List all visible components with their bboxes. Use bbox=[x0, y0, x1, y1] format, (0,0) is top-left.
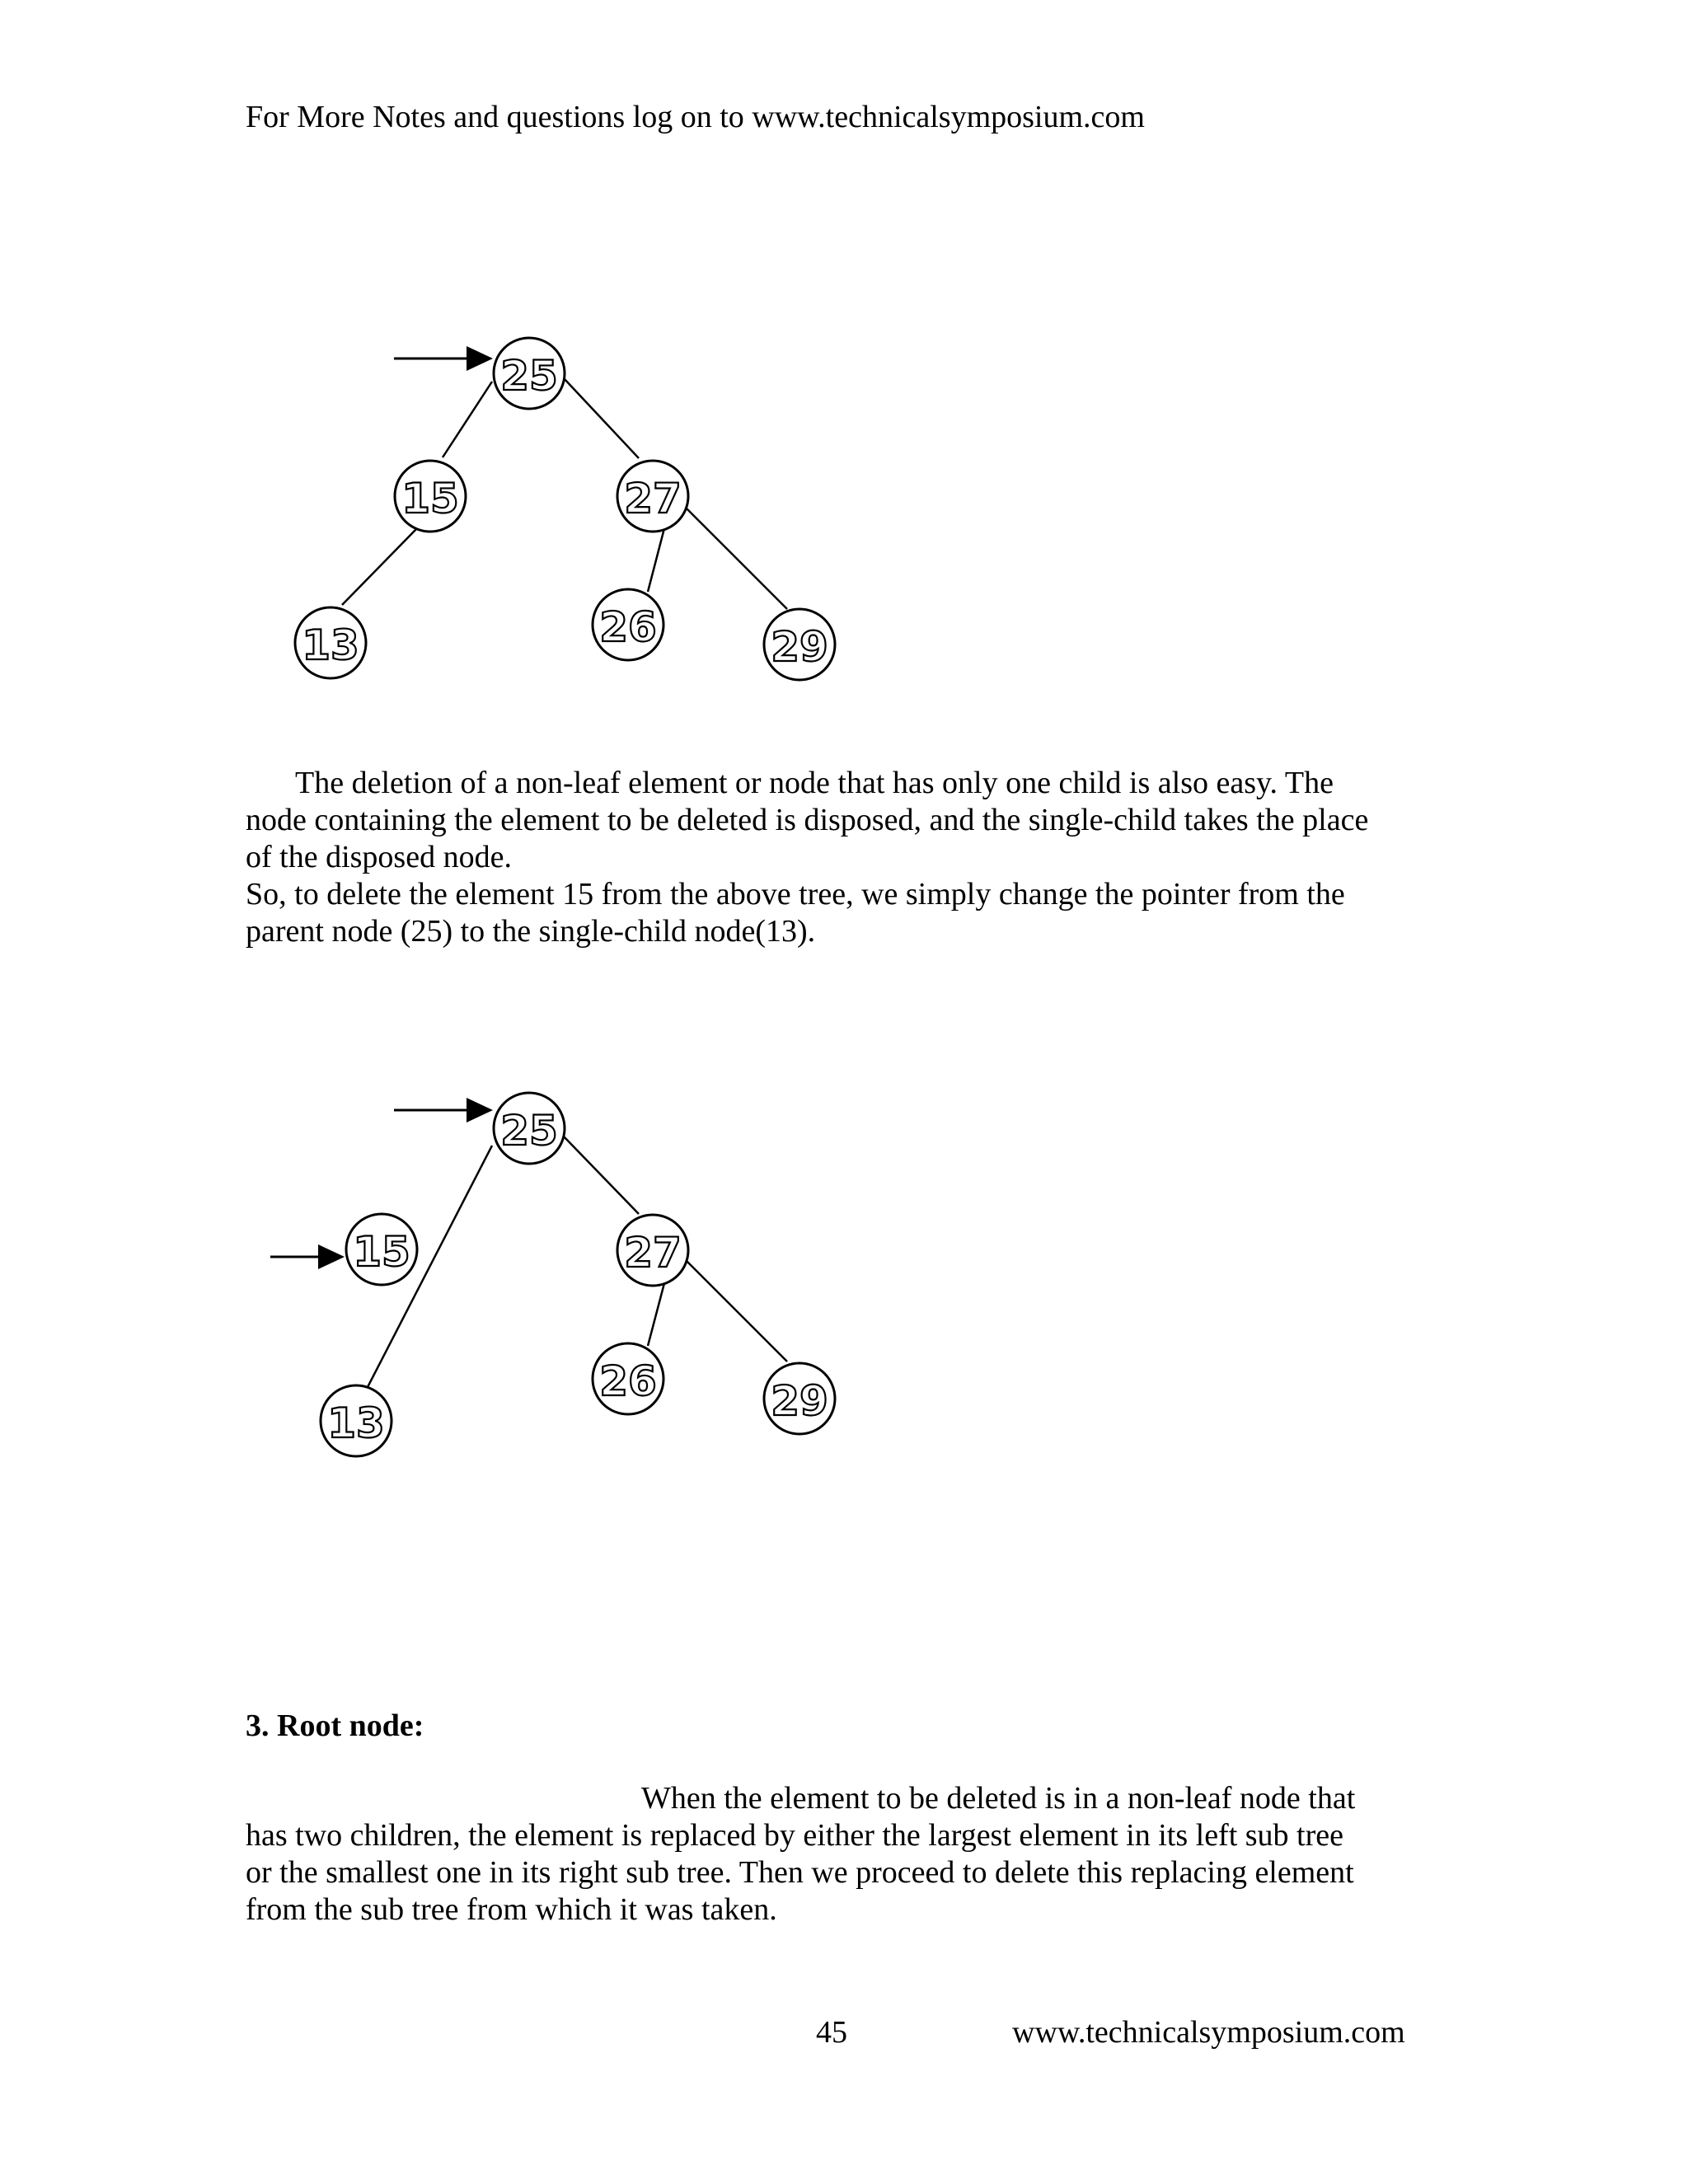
edge-25-27 bbox=[564, 1137, 639, 1214]
node-label: 26 bbox=[599, 1357, 657, 1405]
footer-site-url: www.technicalsymposium.com bbox=[1012, 2015, 1405, 2050]
tree2-node-13 bbox=[321, 1385, 392, 1456]
tree2-edges bbox=[367, 1137, 787, 1389]
node-label: 27 bbox=[624, 1229, 682, 1277]
paragraph-line: has two children, the element is replaced by either the largest element in its left sub tree bbox=[246, 1818, 1344, 1853]
tree2-node-26 bbox=[593, 1343, 663, 1414]
deletion-one-child-paragraph bbox=[246, 765, 1432, 950]
node-label: 29 bbox=[771, 1377, 828, 1425]
edge-27-26 bbox=[648, 1283, 664, 1346]
tree2-node-27 bbox=[617, 1215, 688, 1286]
paragraph-line: node containing the element to be deleted is disposed, and the single-child takes the place bbox=[246, 803, 1369, 837]
node-label: 13 bbox=[327, 1399, 385, 1447]
paragraph-line: or the smallest one in its right sub tree. Then we proceed to delete this replacing element bbox=[246, 1855, 1354, 1890]
root-node-paragraph bbox=[246, 1780, 1432, 1929]
tree1-node-26 bbox=[593, 589, 663, 660]
section-heading: 3. Root node: bbox=[246, 1708, 424, 1743]
tree1-node-15 bbox=[395, 461, 466, 532]
node-label: 25 bbox=[500, 1107, 558, 1155]
edge-27-29 bbox=[687, 1261, 787, 1361]
page-header: For More Notes and questions log on to www.technicalsymposium.com bbox=[246, 100, 1145, 134]
page-number: 45 bbox=[816, 2015, 847, 2050]
node-label: 29 bbox=[771, 623, 828, 671]
paragraph-line: So, to delete the element 15 from the above tree, we simply change the pointer from the bbox=[246, 877, 1345, 912]
tree2-node-15 bbox=[346, 1214, 417, 1285]
tree1-node-13 bbox=[295, 607, 366, 678]
tree2-root-pointer-arrow bbox=[394, 1098, 493, 1122]
tree1-node-29 bbox=[764, 609, 835, 680]
tree2-deleted-node-pointer-arrow bbox=[270, 1244, 345, 1269]
edge-25-27 bbox=[564, 378, 639, 458]
paragraph-line: parent node (25) to the single-child node(13). bbox=[246, 914, 816, 949]
tree2-node-25 bbox=[494, 1093, 565, 1164]
node-label: 13 bbox=[302, 621, 359, 669]
edge-15-13 bbox=[342, 529, 416, 605]
edge-27-26 bbox=[648, 528, 664, 592]
edge-25-15 bbox=[443, 382, 492, 457]
node-label: 25 bbox=[500, 352, 558, 400]
node-label: 15 bbox=[401, 475, 459, 523]
paragraph-line: When the element to be deleted is in a non-leaf node that bbox=[641, 1781, 1356, 1816]
paragraph-line: from the sub tree from which it was taken. bbox=[246, 1892, 777, 1927]
tree1-node-27 bbox=[617, 461, 688, 532]
node-label: 15 bbox=[353, 1228, 410, 1276]
tree1-node-25 bbox=[494, 338, 565, 409]
paragraph-line: The deletion of a non-leaf element or node that has only one child is also easy. The bbox=[295, 766, 1334, 800]
paragraph-line: of the disposed node. bbox=[246, 840, 512, 874]
tree2-node-29 bbox=[764, 1363, 835, 1434]
node-label: 27 bbox=[624, 475, 682, 523]
edge-27-29 bbox=[687, 509, 787, 609]
node-label: 26 bbox=[599, 603, 657, 651]
tree1-root-pointer-arrow bbox=[394, 346, 493, 371]
